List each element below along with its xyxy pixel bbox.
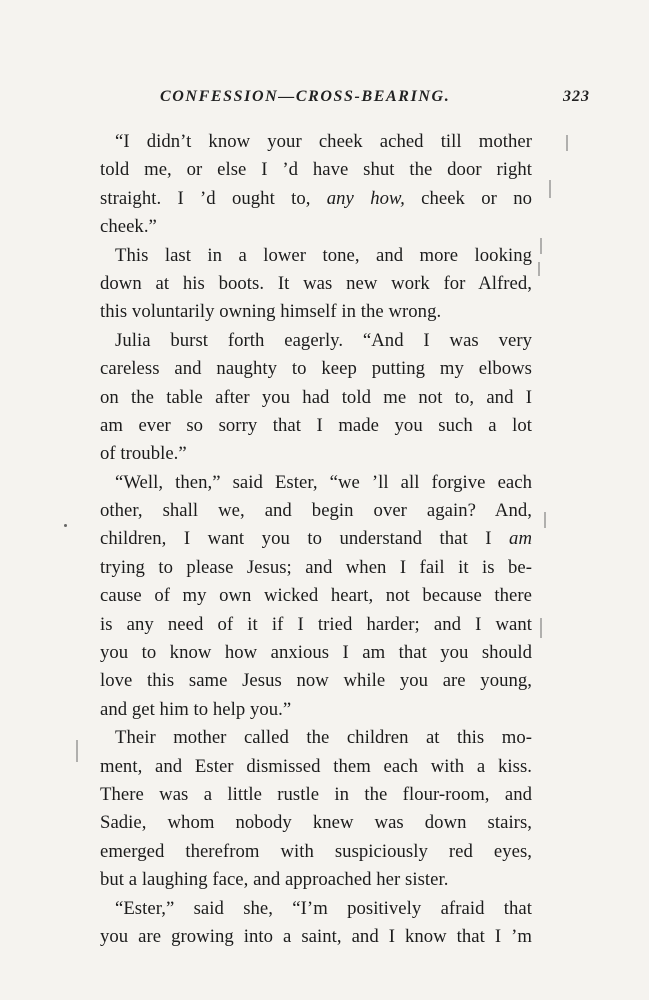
- margin-speck: [549, 180, 551, 198]
- text-line: [100, 327, 532, 355]
- italic-text: any how,: [326, 187, 405, 209]
- text-line: [100, 781, 532, 809]
- text-line: [100, 355, 532, 383]
- text-line: [100, 582, 532, 610]
- text-line: [100, 525, 532, 553]
- text-line: [100, 611, 532, 639]
- text-line: [100, 696, 532, 724]
- running-head: [160, 88, 590, 114]
- text-run: “I didn’t know your cheek ached till mother: [115, 131, 532, 152]
- text-run: ment, and Ester dismissed them each with a kiss.: [100, 755, 532, 777]
- text-run: There was a little rustle in the flour-room, and: [100, 783, 532, 805]
- text-run: cheek.”: [100, 216, 157, 238]
- margin-speck: [544, 512, 546, 528]
- chapter-title: CONFESSION—CROSS-BEARING.: [160, 88, 451, 105]
- body-text: [100, 128, 532, 951]
- margin-speck: [540, 238, 542, 254]
- text-run: told me, or else I ’d have shut the door right: [100, 159, 532, 181]
- text-line: [100, 639, 532, 667]
- text-run: but a laughing face, and approached her sister.: [100, 869, 449, 891]
- text-run: is any need of it if I tried harder; and I want: [100, 613, 532, 635]
- italic-text: am: [509, 528, 532, 550]
- text-run: this voluntarily owning himself in the wrong.: [100, 301, 442, 323]
- text-run: down at his boots. It was new work for Alfred,: [100, 272, 532, 294]
- text-run: Sadie, whom nobody knew was down stairs,: [100, 812, 532, 834]
- text-line: [100, 497, 532, 525]
- text-line: [100, 667, 532, 695]
- margin-speck: [540, 618, 542, 638]
- text-run: cause of my own wicked heart, not because there: [100, 585, 532, 607]
- text-run: and get him to help you.”: [100, 698, 292, 720]
- text-line: [100, 753, 532, 781]
- text-run: straight. I ’d ought to,: [100, 187, 327, 209]
- text-line: [100, 412, 532, 440]
- text-line: [100, 838, 532, 866]
- margin-speck: [76, 740, 78, 762]
- text-run: children, I want you to understand that I: [100, 528, 510, 550]
- text-run: am ever so sorry that I made you such a lot: [100, 414, 532, 436]
- text-line: [100, 809, 532, 837]
- text-run: emerged therefrom with suspiciously red eyes,: [100, 840, 532, 862]
- text-run: on the table after you had told me not to, and I: [100, 386, 532, 408]
- text-run: of trouble.”: [100, 443, 187, 465]
- text-run: “Well, then,” said Ester, “we ’ll all forgive each: [115, 471, 532, 493]
- page-number: 323: [563, 88, 590, 105]
- margin-dot: [64, 524, 67, 527]
- text-run: trying to please Jesus; and when I fail it is be-: [100, 556, 532, 578]
- text-line: [100, 270, 532, 298]
- text-run: you are growing into a saint, and I know that I ’m: [100, 925, 532, 947]
- margin-speck: [538, 262, 540, 276]
- text-line: [100, 554, 532, 582]
- text-line: [100, 866, 532, 894]
- text-line: [100, 724, 532, 752]
- text-line: [100, 156, 532, 184]
- text-line: [100, 185, 532, 213]
- text-line: [100, 298, 532, 326]
- text-run: other, shall we, and begin over again? And,: [100, 500, 532, 522]
- text-run: Their mother called the children at this mo-: [115, 727, 532, 749]
- text-run: This last in a lower tone, and more looking: [115, 244, 532, 266]
- text-run: you to know how anxious I am that you should: [100, 642, 532, 664]
- text-line: [100, 469, 532, 497]
- margin-speck: [566, 135, 568, 151]
- text-run: love this same Jesus now while you are young,: [100, 670, 532, 692]
- text-run: careless and naughty to keep putting my elbows: [100, 358, 532, 380]
- text-line: [100, 440, 532, 468]
- text-line: [100, 242, 532, 270]
- text-run: Julia burst forth eagerly. “And I was very: [115, 329, 532, 351]
- text-line: [100, 923, 532, 951]
- text-run: “Ester,” said she, “I’m positively afraid that: [115, 897, 532, 919]
- text-line: [100, 128, 532, 156]
- text-run: cheek or no: [404, 187, 532, 209]
- text-line: [100, 213, 532, 241]
- text-line: [100, 384, 532, 412]
- text-line: [100, 895, 532, 923]
